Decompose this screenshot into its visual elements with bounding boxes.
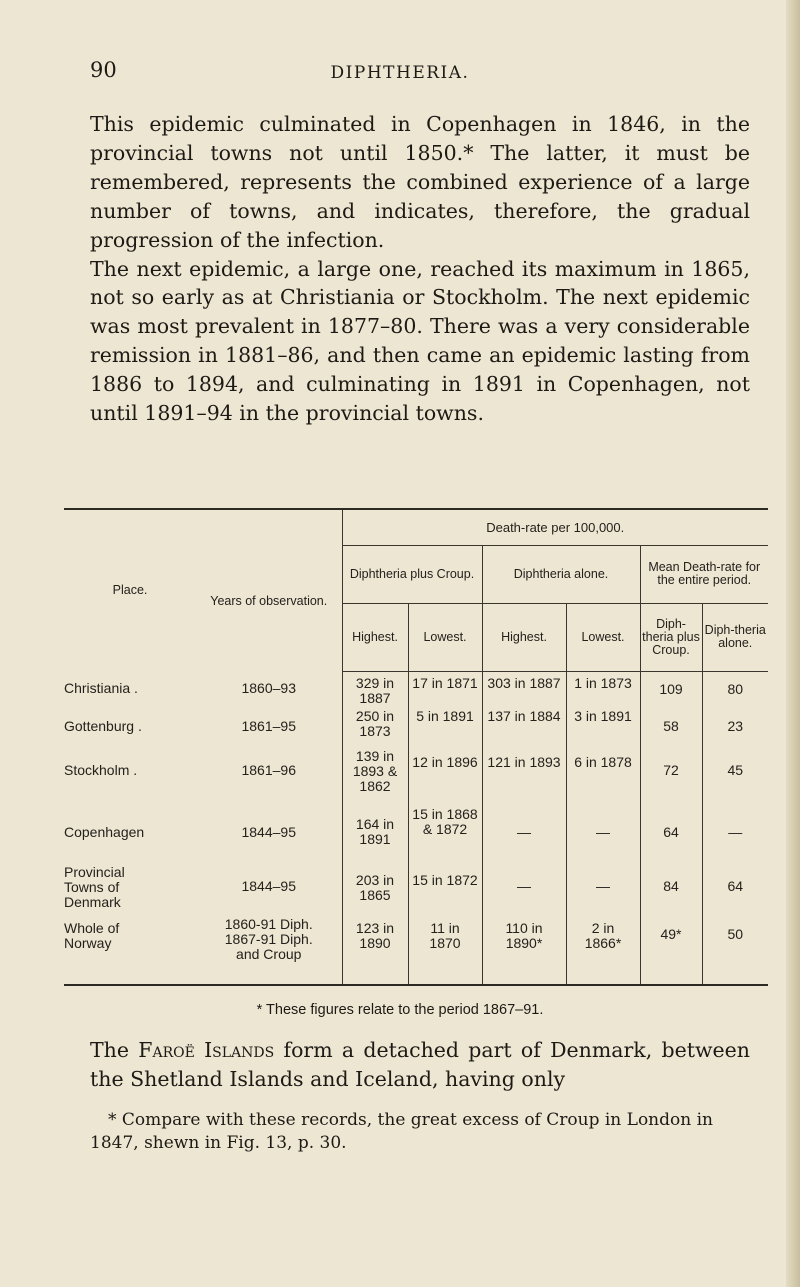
- row-dc-lowest: 17 in 1871: [408, 671, 482, 709]
- row-years: 1844–95: [241, 824, 296, 840]
- row-place: Christiania .: [64, 680, 138, 696]
- row-d-lowest: 1 in 1873: [566, 671, 640, 709]
- row-mean-d: —: [702, 807, 768, 861]
- death-rate-table: [64, 508, 768, 986]
- row-place: Stockholm .: [64, 762, 138, 778]
- row-d-highest: 121 in 1893: [482, 749, 566, 807]
- row-dc-lowest: 15 in 1868 & 1872: [408, 807, 482, 861]
- row-mean-d: 50: [702, 917, 768, 985]
- header-diph-plus-croup: Diphtheria plus Croup.: [342, 545, 482, 603]
- row-dc-lowest: 12 in 1896: [408, 749, 482, 807]
- page-footnote: * Compare with these records, the great excess of Croup in London in 1847, shewn in Fig. 13, p. 30.: [90, 1110, 713, 1153]
- row-years: 1860–93: [241, 680, 296, 696]
- row-years: 1861–95: [241, 718, 296, 734]
- row-dc-highest: 164 in 1891: [342, 807, 408, 861]
- row-mean-dc: 64: [640, 807, 702, 861]
- row-d-highest: —: [482, 807, 566, 861]
- table-footnote: * These figures relate to the period 1867–91.: [256, 1002, 544, 1018]
- row-d-lowest: 3 in 1891: [566, 709, 640, 749]
- row-d-highest: 110 in 1890*: [482, 917, 566, 985]
- row-mean-dc: 72: [640, 749, 702, 807]
- row-d-lowest: —: [566, 807, 640, 861]
- row-dc-lowest: 11 in 1870: [408, 917, 482, 985]
- row-d-lowest: 6 in 1878: [566, 749, 640, 807]
- row-d-highest: —: [482, 861, 566, 917]
- row-mean-dc: 84: [640, 861, 702, 917]
- row-dc-highest: 203 in 1865: [342, 861, 408, 917]
- row-dc-highest: 329 in 1887: [342, 671, 408, 709]
- header-highest-dc: Highest.: [342, 603, 408, 671]
- row-d-lowest: 2 in 1866*: [566, 917, 640, 985]
- row-years: 1861–96: [241, 762, 296, 778]
- row-mean-dc: 58: [640, 709, 702, 749]
- row-dc-highest: 139 in 1893 & 1862: [342, 749, 408, 807]
- header-place: Place.: [64, 509, 196, 671]
- row-place: Whole of Norway: [64, 917, 196, 985]
- row-years: 1844–95: [241, 878, 296, 894]
- page-number: 90: [90, 58, 117, 82]
- row-mean-d: 23: [702, 709, 768, 749]
- body-text: [90, 110, 750, 428]
- header-mean-d: Diph-theria alone.: [702, 603, 768, 671]
- row-dc-highest: 250 in 1873: [342, 709, 408, 749]
- row-place: Provincial Towns of Denmark: [64, 864, 125, 910]
- row-mean-dc: 109: [640, 671, 702, 709]
- running-head: DIPHTHERIA.: [330, 63, 470, 83]
- row-dc-lowest: 15 in 1872: [408, 861, 482, 917]
- header-mean-rate: Mean Death-rate for the entire period.: [640, 545, 768, 603]
- row-place: Gottenburg .: [64, 718, 142, 734]
- header-lowest-dc: Lowest.: [408, 603, 482, 671]
- header-lowest-d: Lowest.: [566, 603, 640, 671]
- header-highest-d: Highest.: [482, 603, 566, 671]
- paragraph-2: The next epidemic, a large one, reached its maximum in 1865, not so early as at Christiania or Stockholm. The next epidemic was most prevalent in 1877–80. There was a very considerable remission in 1881–86, and then came an epidemic lasting from 1886 to 1894, and culminating in 1891 in Copenhagen, not until 1891–94 in the provincial towns.: [90, 256, 750, 426]
- row-d-highest: 137 in 1884: [482, 709, 566, 749]
- row-dc-lowest: 5 in 1891: [408, 709, 482, 749]
- faroe-paragraph: The Faroë Islands form a detached part of Denmark, between the Shetland Islands and Iceland, having only: [90, 1038, 750, 1091]
- faroe-islands-heading: Faroë Islands: [138, 1038, 275, 1062]
- header-diph-alone: Diphtheria alone.: [482, 545, 640, 603]
- row-years: 1860-91 Diph. 1867-91 Diph. and Croup: [196, 917, 342, 985]
- row-mean-d: 64: [702, 861, 768, 917]
- row-mean-d: 80: [702, 671, 768, 709]
- row-place: Copenhagen: [64, 824, 145, 840]
- page-edge: [786, 0, 800, 1287]
- header-mean-dc: Diph-theria plus Croup.: [640, 603, 702, 671]
- header-years: Years of observation.: [196, 509, 342, 671]
- row-mean-dc: 49*: [640, 917, 702, 985]
- paragraph-1: This epidemic culminated in Copenhagen in 1846, in the provincial towns not until 1850.* The latter, it must be remembered, represents the combined experience of a large number of towns, and indicates, therefore, the gradual progression of the infection.: [90, 112, 750, 252]
- row-d-lowest: —: [566, 861, 640, 917]
- row-mean-d: 45: [702, 749, 768, 807]
- row-dc-highest: 123 in 1890: [342, 917, 408, 985]
- row-d-highest: 303 in 1887: [482, 671, 566, 709]
- header-death-rate: Death-rate per 100,000.: [342, 509, 768, 545]
